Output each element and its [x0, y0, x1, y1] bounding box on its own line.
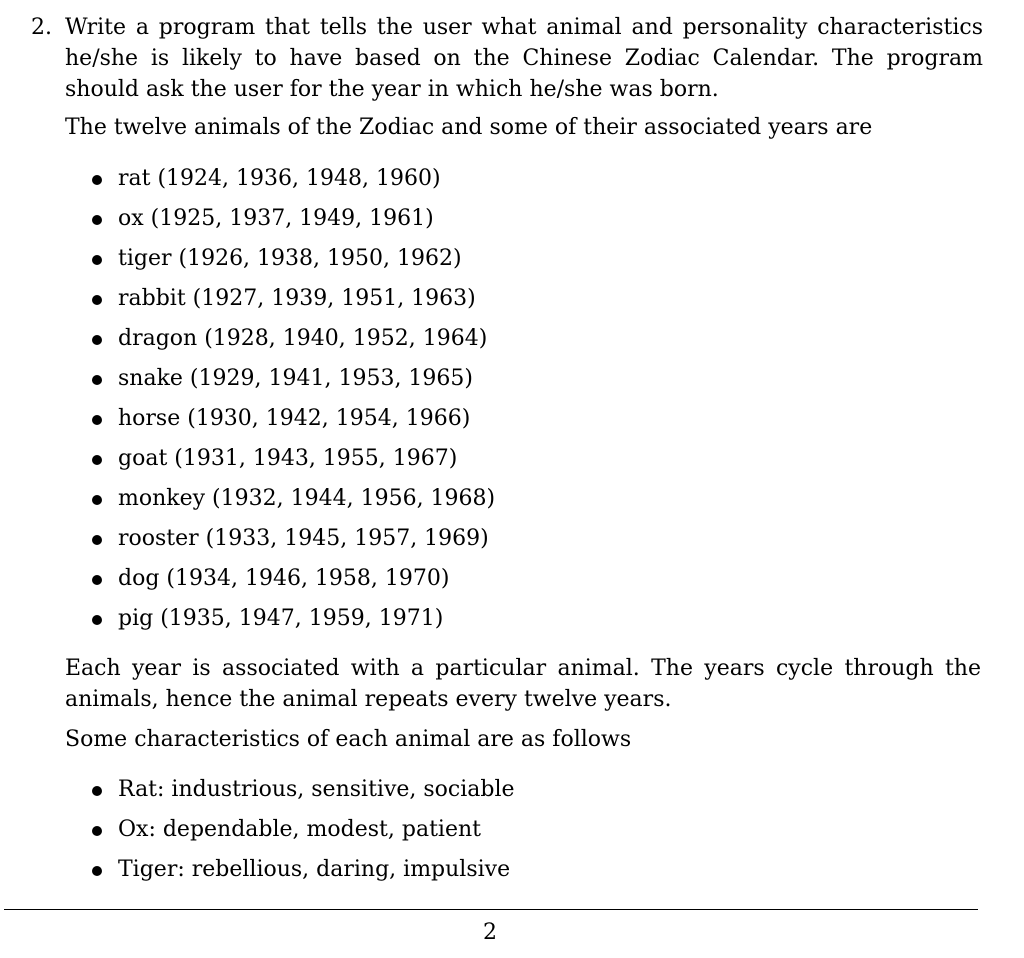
list-item: [90, 522, 790, 562]
bullet-icon: [92, 495, 102, 505]
animal-years: horse (1930, 1942, 1954, 1966): [118, 406, 471, 431]
bullet-icon: [92, 786, 102, 796]
animal-years: monkey (1932, 1944, 1956, 1968): [118, 486, 496, 511]
list-item: [90, 562, 790, 602]
bullet-icon: [92, 255, 102, 265]
bullet-icon: [92, 866, 102, 876]
list-item: [90, 202, 790, 242]
bullet-icon: [92, 335, 102, 345]
bullet-icon: [92, 455, 102, 465]
animal-years: rat (1924, 1936, 1948, 1960): [118, 166, 441, 191]
list-item: [90, 482, 790, 522]
bullet-icon: [92, 826, 102, 836]
animal-characteristics: Ox: dependable, modest, patient: [118, 817, 481, 842]
animals-intro: The twelve animals of the Zodiac and some of their associated years are: [65, 115, 873, 140]
list-item: [90, 853, 790, 893]
characteristics-list: [90, 773, 790, 893]
list-item: [90, 322, 790, 362]
animal-years: rooster (1933, 1945, 1957, 1969): [118, 526, 489, 551]
list-item: [90, 402, 790, 442]
bullet-icon: [92, 575, 102, 585]
bullet-icon: [92, 215, 102, 225]
page-number: 2: [483, 920, 497, 945]
animal-years: tiger (1926, 1938, 1950, 1962): [118, 246, 462, 271]
bullet-icon: [92, 415, 102, 425]
animal-years: dragon (1928, 1940, 1952, 1964): [118, 326, 488, 351]
list-item: [90, 773, 790, 813]
traits-intro: Some characteristics of each animal are as follows: [65, 727, 632, 752]
bullet-icon: [92, 615, 102, 625]
animal-years: snake (1929, 1941, 1953, 1965): [118, 366, 473, 391]
list-item: [90, 162, 790, 202]
list-item: [90, 813, 790, 853]
animal-characteristics: Rat: industrious, sensitive, sociable: [118, 777, 515, 802]
list-item: [90, 242, 790, 282]
animal-years: rabbit (1927, 1939, 1951, 1963): [118, 286, 476, 311]
animal-years: goat (1931, 1943, 1955, 1967): [118, 446, 458, 471]
animal-years: ox (1925, 1937, 1949, 1961): [118, 206, 434, 231]
list-item: [90, 282, 790, 322]
animal-years-list: [90, 162, 790, 642]
list-item: [90, 602, 790, 642]
list-item: [90, 442, 790, 482]
animal-characteristics: Tiger: rebellious, daring, impulsive: [118, 857, 511, 882]
bullet-icon: [92, 375, 102, 385]
problem-text: Write a program that tells the user what animal and personality characteristics he/she is likely to have based on the Chinese Zodiac Calendar. The program should ask the user for the year in which he/she was born.: [65, 15, 983, 102]
list-item: [90, 362, 790, 402]
footer-divider: [4, 909, 978, 910]
cycle-paragraph: Each year is associated with a particular animal. The years cycle through the animals, hence the animal repeats every twelve years.: [65, 656, 981, 712]
bullet-icon: [92, 295, 102, 305]
bullet-icon: [92, 535, 102, 545]
animal-years: pig (1935, 1947, 1959, 1971): [118, 606, 444, 631]
animal-years: dog (1934, 1946, 1958, 1970): [118, 566, 450, 591]
bullet-icon: [92, 175, 102, 185]
problem-number: 2.: [31, 15, 52, 40]
